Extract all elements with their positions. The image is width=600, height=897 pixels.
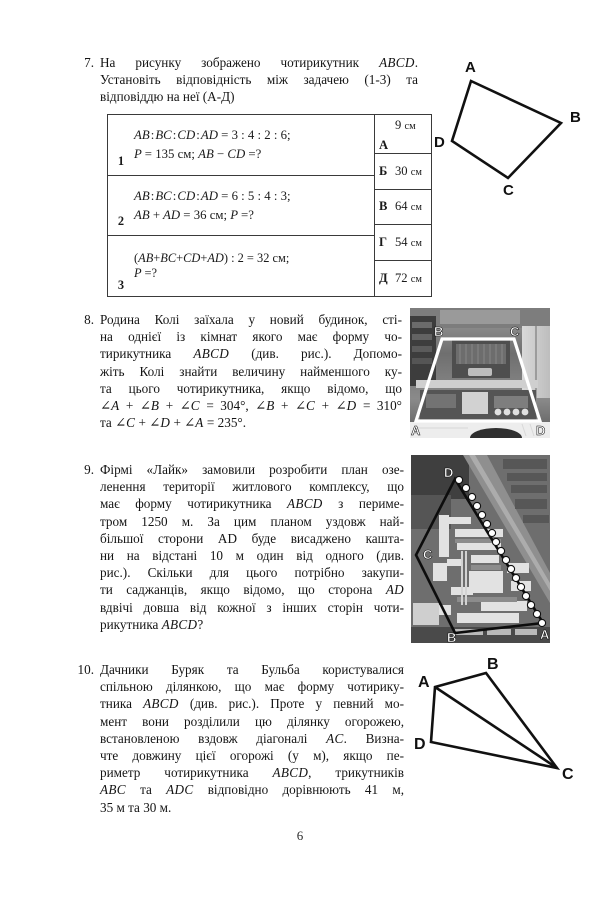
vertex-label-c: C — [562, 766, 574, 783]
answer-option — [375, 261, 431, 296]
problem-7-line-3: відповіддю на неї (А-Д) — [100, 89, 235, 105]
page-number: 6 — [296, 828, 304, 843]
problem-10-line-2: спільною ділянкою, що має форму чотирику- — [100, 679, 404, 695]
problem-7-text — [100, 54, 418, 106]
problem-8-line-7: та ∠C + ∠D + ∠A = 235°. — [100, 415, 246, 431]
photo-warehouse — [413, 603, 439, 625]
task-index: 1 — [117, 153, 125, 168]
task-equation-2: P =? — [134, 266, 157, 281]
photo-stair-step — [412, 334, 432, 340]
photo-stair-step — [412, 358, 432, 364]
task-equation-2: P = 135 см; AB − CD =? — [134, 146, 262, 161]
problem-9-line-6: ни на відстані 10 м один від одного (див. — [100, 548, 404, 564]
table-row — [108, 236, 374, 296]
problem-9-line-9: вдвічі довша від кожної з інших сторін чоти- — [100, 599, 404, 615]
photo-ceiling-panel — [440, 310, 520, 324]
answer-value: 9 см — [395, 118, 416, 132]
vertex-label-a: A — [418, 674, 430, 691]
photo-stair-step — [412, 346, 432, 352]
vertex-label-d: D — [536, 423, 546, 438]
table-tasks-column — [108, 115, 374, 296]
problem-9-text — [100, 461, 404, 633]
problem-8-line-6: ∠A + ∠B + ∠C = 304°, ∠B + ∠C + ∠D = 310° — [100, 398, 402, 414]
task-body — [134, 187, 374, 225]
answer-letter: Д — [379, 271, 388, 286]
problem-10-line-4: мент вони розділили цю ділянку огорожею, — [100, 713, 404, 729]
problem-10-line-6: чте довжину цієї огорожі (у м), якщо пе- — [100, 748, 404, 764]
answer-value: 72 см — [395, 271, 422, 286]
problem-9-figure — [411, 455, 550, 643]
vertex-label-c: C — [423, 547, 433, 562]
problem-9-line-4: тром 1250 м. За цим планом уздовж най- — [100, 513, 404, 529]
answer-option — [375, 115, 431, 154]
problem-8-text — [100, 311, 402, 431]
problem-10-line-9: 35 м та 30 м. — [100, 799, 172, 815]
vertex-label-b: B — [434, 324, 444, 339]
problem-9-line-3: має форму чотирикутника ABCD з периме- — [100, 496, 404, 512]
problem-8-line-2: на однієї із кімнат якого має форму чо- — [100, 329, 402, 345]
photo-counter — [494, 396, 528, 408]
problem-7-line-1: На рисунку зображено чотирикутник ABCD. — [100, 55, 418, 70]
quadrilateral-shape — [431, 673, 557, 768]
answer-value: 64 см — [395, 199, 422, 214]
vertex-label-a: A — [465, 59, 476, 76]
task-equation-1: AB : BC : CD : AD = 3 : 4 : 2 : 6; — [134, 127, 291, 142]
vertex-label-b: B — [570, 109, 581, 126]
problem-10-line-5: встановленою вздовж діагоналі AC. Визна- — [100, 730, 404, 746]
problem-8-number: 8. — [84, 312, 94, 327]
problem-9-line-10: рикутника ABCD? — [100, 616, 204, 632]
problem-10-line-1: Дачники Буряк та Бульба користувалися — [100, 662, 404, 677]
answer-letter: Г — [379, 235, 388, 250]
photo-floor-slab — [416, 380, 538, 388]
task-index: 2 — [117, 214, 125, 229]
table-row — [108, 176, 374, 237]
problem-10-line-8: ABC та ADC відповідно дорівнюють 41 м, — [100, 782, 404, 798]
vertex-label-c: C — [503, 182, 514, 199]
answer-option — [375, 225, 431, 261]
problem-9-line-5: більшої сторони AD буде висаджено кашта- — [100, 530, 404, 546]
photo-cabinet — [426, 394, 456, 408]
table-row — [108, 115, 374, 176]
problem-8-line-1: Родина Колі заїхала у новий будинок, сті- — [100, 312, 402, 327]
problem-10-line-3: тника ABCD (див. рис.). Проте у певний мо- — [100, 696, 404, 712]
task-index: 3 — [117, 278, 125, 293]
task-body — [134, 251, 374, 282]
photo-sofa — [468, 368, 492, 376]
problem-7-line-2: Установіть відповідність між задачею (1-3) та — [100, 72, 418, 88]
matching-table — [107, 114, 432, 297]
problem-8-line-3: тирикутника ABCD (див. рис.). Допомо- — [100, 346, 402, 362]
vertex-label-d: D — [434, 134, 445, 151]
problem-8-line-4: жіть Колі знайти величину найменшого ку- — [100, 363, 402, 379]
problem-10-line-7: риметр чотирикутника ABCD, трикутників — [100, 765, 404, 781]
problem-7-figure — [428, 48, 596, 200]
vertex-label-c: C — [510, 324, 520, 339]
vertex-label-d: D — [414, 736, 426, 753]
task-equation-2: AB + AD = 36 см; P =? — [134, 207, 254, 222]
problem-7-number: 7. — [84, 55, 94, 70]
problem-8-line-5: та цього чотирикутника, якщо відомо, що — [100, 380, 402, 396]
answer-letter: А — [379, 137, 389, 152]
answer-value: 30 см — [395, 163, 422, 178]
problem-9-number: 9. — [84, 462, 94, 477]
task-equation-1: AB : BC : CD : AD = 6 : 5 : 4 : 3; — [134, 188, 291, 203]
photo-railing — [456, 344, 506, 364]
table-answers-column — [374, 115, 431, 296]
vertex-label-b: B — [487, 656, 499, 673]
vertex-label-b: B — [447, 630, 457, 643]
answer-option — [375, 154, 431, 190]
photo-stair-step — [412, 322, 432, 328]
answer-letter: Б — [379, 163, 388, 178]
problem-8-figure — [410, 308, 550, 438]
vertex-label-a: A — [540, 627, 550, 642]
answer-letter: В — [379, 199, 388, 214]
problem-9-line-1: Фірмі «Лайк» замовили розробити план озе- — [100, 462, 404, 477]
problem-10-number: 10. — [77, 662, 94, 677]
quadrilateral-shape — [452, 81, 561, 178]
answer-option — [375, 190, 431, 226]
problem-10-figure — [404, 655, 596, 795]
vertex-label-d: D — [444, 465, 454, 480]
task-body — [134, 126, 374, 164]
task-equation-1: (AB+BC+CD+AD) : 2 = 32 см; — [134, 250, 290, 265]
problem-9-line-7: рис.). Скільки для цього потрібно закупи- — [100, 565, 404, 581]
photo-island — [462, 392, 488, 414]
answer-value: 54 см — [395, 235, 422, 250]
problem-9-line-8: ти саджанців, якщо відомо, що сторона AD — [100, 582, 404, 598]
problem-9-line-2: ленення території житлового комплексу, що — [100, 479, 404, 495]
problem-10-text — [100, 661, 404, 816]
vertex-label-a: A — [411, 423, 421, 438]
